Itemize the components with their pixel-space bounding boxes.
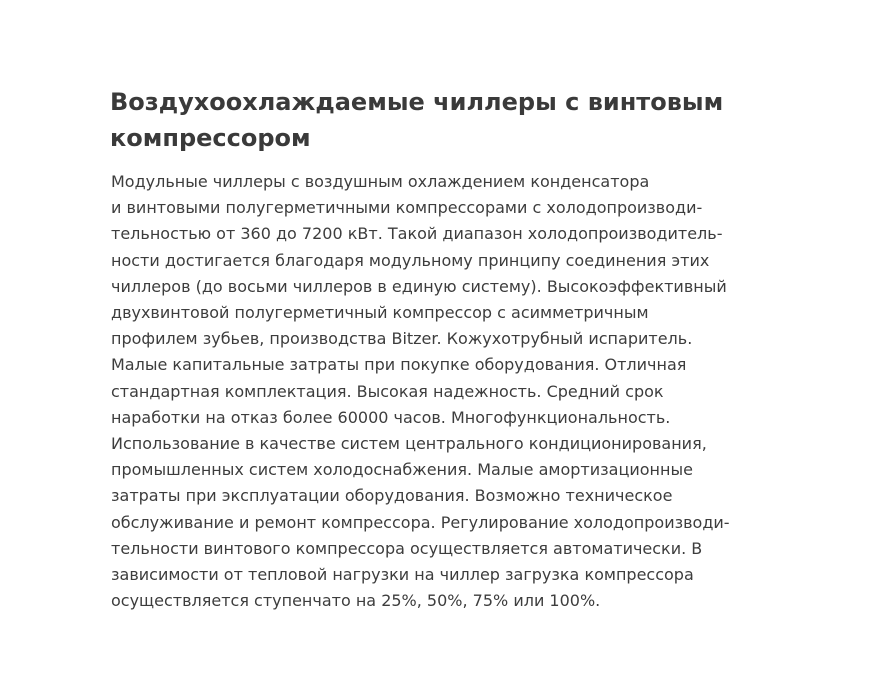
paragraph-line: профилем зубьев, производства Bitzer. Кожухотрубный испаритель. xyxy=(111,329,693,349)
body-paragraph xyxy=(111,169,730,614)
title-line: компрессором xyxy=(110,124,311,152)
paragraph-line: двухвинтовой полугерметичный компрессор с асимметричным xyxy=(111,303,649,323)
paragraph-line: чиллеров (до восьми чиллеров в единую систему). Высокоэффективный xyxy=(111,276,727,296)
paragraph-line: зависимости от тепловой нагрузки на чиллер загрузка компрессора xyxy=(111,565,694,585)
paragraph-line: тельности винтового компрессора осуществляется автоматически. В xyxy=(111,538,703,558)
paragraph-line: наработки на отказ более 60000 часов. Многофункциональность. xyxy=(111,407,671,427)
page-title xyxy=(110,84,723,156)
paragraph-line: стандартная комплектация. Высокая надежность. Средний срок xyxy=(111,381,664,401)
paragraph-line: Модульные чиллеры с воздушным охлаждением конденсатора xyxy=(111,172,650,191)
paragraph-line: промышленных систем холодоснабжения. Малые амортизационные xyxy=(111,460,693,480)
paragraph-line: осуществляется ступенчато на 25%, 50%, 75% или 100%. xyxy=(111,591,601,611)
paragraph-line: Малые капитальные затраты при покупке оборудования. Отличная xyxy=(111,355,687,375)
paragraph-line: и винтовыми полугерметичными компрессорами с холодопроизводи- xyxy=(111,198,703,218)
paragraph-line: обслуживание и ремонт компрессора. Регулирование холодопроизводи- xyxy=(111,512,730,532)
paragraph-line: ности достигается благодаря модульному принципу соединения этих xyxy=(111,250,710,270)
title-line: Воздухоохлаждаемые чиллеры с винтовым xyxy=(110,88,724,116)
paragraph-line: Использование в качестве систем центрального кондиционирования, xyxy=(111,434,707,454)
paragraph-line: затраты при эксплуатации оборудования. Возможно техническое xyxy=(111,486,673,506)
paragraph-line: тельностью от 360 до 7200 кВт. Такой диапазон холодопроизводитель- xyxy=(111,224,723,244)
